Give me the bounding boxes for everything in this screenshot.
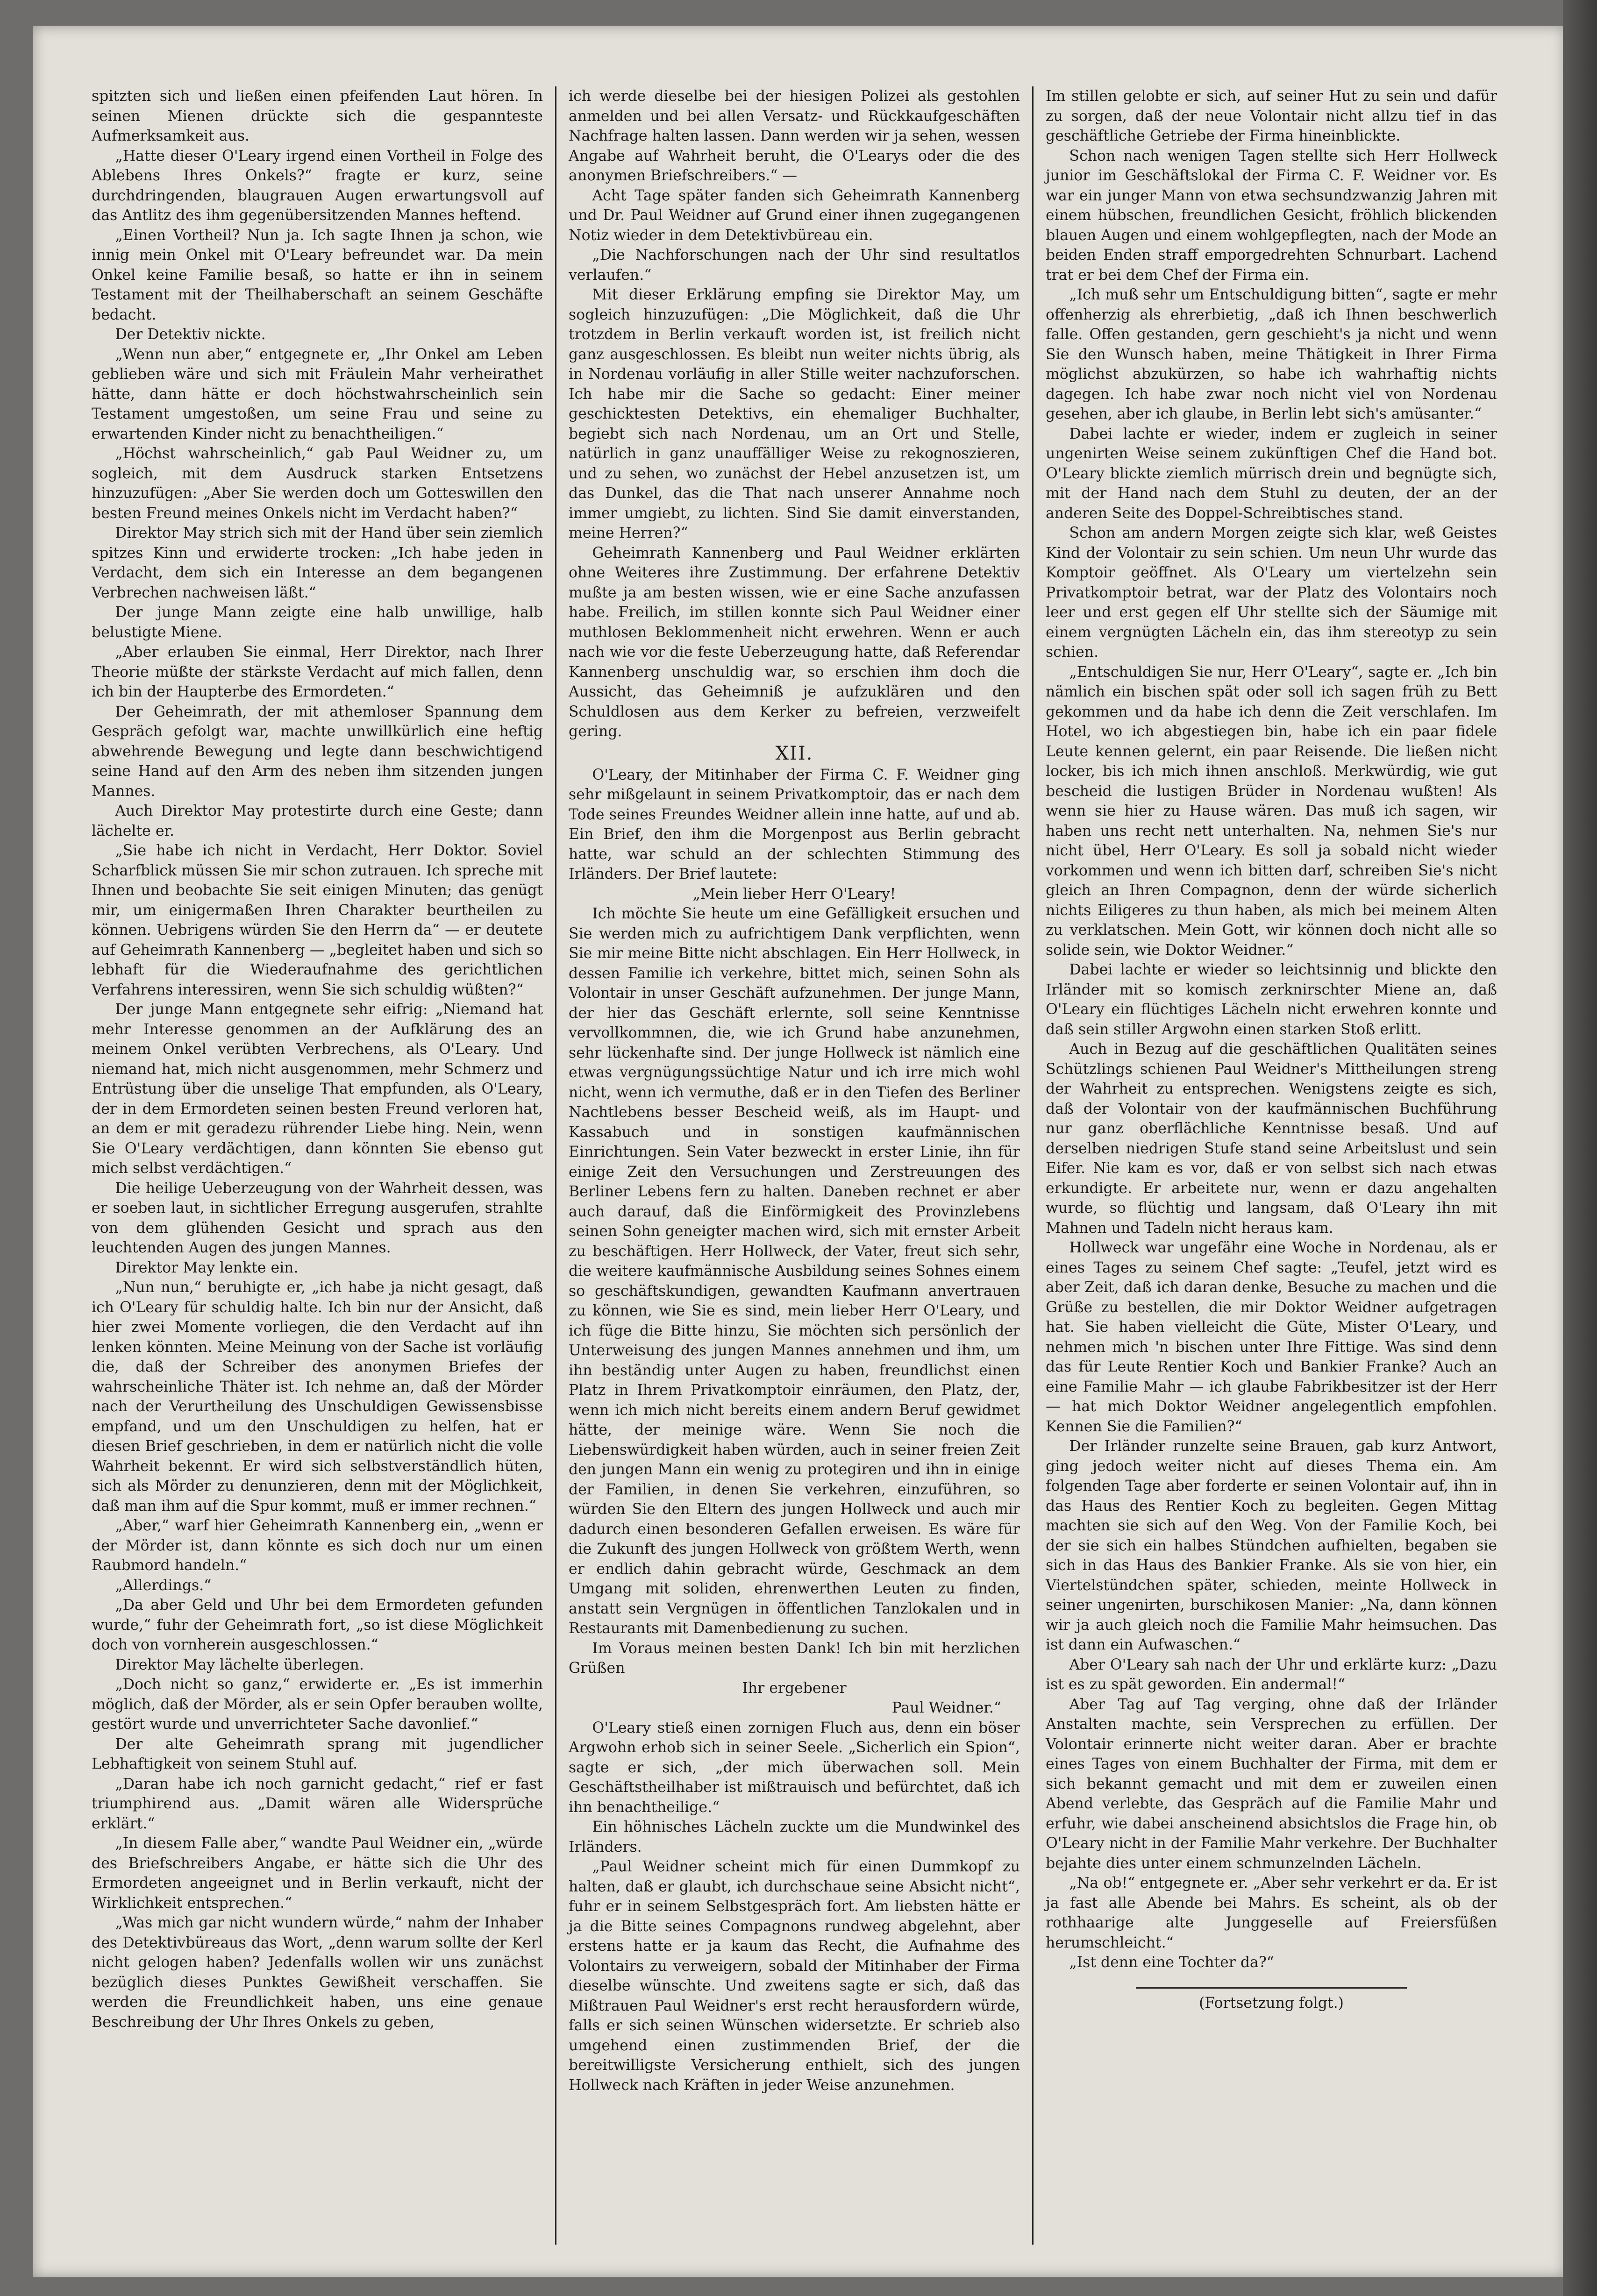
paragraph: Die heilige Ueberzeugung von der Wahrheit dessen, was er soeben laut, in sichtlicher Erregung ausgerufen, strahlte von dem glühenden Gesicht und sprach aus den leuchtenden Augen des jungen Mannes.: [92, 1180, 543, 1256]
binding-shadow: [1563, 0, 1597, 2296]
paragraph: Auch Direktor May protestirte durch eine Geste; dann lächelte er.: [92, 803, 543, 839]
paragraph: „Mein lieber Herr O'Leary!: [692, 885, 896, 903]
letter-signature: Paul Weidner.“: [891, 1699, 1001, 1716]
paragraph: „Ist denn eine Tochter da?“: [1069, 1954, 1274, 1971]
paragraph: Dabei lachte er wieder, indem er zugleich in seiner ungenirten Weise seinem zukünftigen Chef die Hand bot. O'Leary blickte ziemlich mürrisch drein und begnügte sich, mit der Hand nach dem Stuhl zu deuten, der an der anderen Seite des Doppel-Schreibtisches stand.: [1046, 425, 1497, 522]
paragraph: Im Voraus meinen besten Dank! Ich bin mit herzlichen Grüßen: [569, 1640, 1020, 1677]
paragraph: Der junge Mann zeigte eine halb unwillige, halb belustigte Miene.: [92, 604, 543, 641]
paragraph: „Ich muß sehr um Entschuldigung bitten“, sagte er mehr offenherzig als ehrerbietig, „daß ich Ihnen beschwerlich falle. Offen gestanden, gern geschieht's ja nicht und wenn Sie den Wunsch haben, meine Thätigkeit in Ihrer Firma möglichst abzukürzen, so habe ich wahrhaftig nichts dagegen. Ich habe zwar noch nicht viel von Nordenau gesehen, aber ich glaube, in Berlin lebt sich's amüsanter.“: [1046, 286, 1497, 422]
paragraph: „Na ob!“ entgegnete er. „Aber sehr verkehrt er da. Er ist ja fast alle Abende bei Mahrs. Es scheint, als ob der rothhaarige alte Junggeselle auf Freiersfüßen herumschleicht.“: [1046, 1875, 1497, 1951]
letter-closing: Ihr ergebener: [742, 1679, 847, 1697]
paragraph: „Sie habe ich nicht in Verdacht, Herr Doktor. Soviel Scharfblick müssen Sie mir schon zutrauen. Ich spreche mit Ihnen und beobachte Sie seit einigen Minuten; das genügt mir, um einigermaßen Ihren Charakter beurtheilen zu können. Uebrigens würden Sie den Herrn da“ — er deutete auf Geheimrath Kannenberg — „begleitet haben und sich so lebhaft für die Wiederaufnahme des gerichtlichen Verfahrens interessiren, wenn Sie sich schuldig wüßten?“: [92, 842, 543, 998]
paragraph: ich werde dieselbe bei der hiesigen Polizei als gestohlen anmelden und bei allen Versatz- und Rückkaufgeschäften Nachfrage halten lassen. Dann werden wir ja sehen, wessen Angabe auf Wahrheit beruht, die O'Learys oder die des anonymen Briefschreibers.“ —: [569, 88, 1020, 184]
column-3: [1034, 86, 1509, 2245]
paragraph: Im stillen gelobte er sich, auf seiner Hut zu sein und dafür zu sorgen, daß der neue Volontair nicht allzu tief in das geschäftliche Getriebe der Firma hineinblickte.: [1046, 88, 1497, 144]
paragraph: Ein höhnisches Lächeln zuckte um die Mundwinkel des Irländers.: [569, 1819, 1020, 1855]
paragraph: „Hatte dieser O'Leary irgend einen Vortheil in Folge des Ablebens Ihres Onkels?“ fragte er kurz, seine durchdringenden, blaugrauen Augen erwartungsvoll auf das Antlitz des ihm gegenübersitzenden Mannes heftend.: [92, 147, 543, 224]
paragraph: „Aber,“ warf hier Geheimrath Kannenberg ein, „wenn er der Mörder ist, dann könnte es sich doch nur um einen Raubmord handeln.“: [92, 1517, 543, 1574]
paragraph: Geheimrath Kannenberg und Paul Weidner erklärten ohne Weiteres ihre Zustimmung. Der erfahrene Detektiv mußte ja am besten wissen, wie er eine Sache anzufassen habe. Freilich, im stillen konnte sich Paul Weidner einer muthlosen Beklommenheit nicht erwehren. Wenn er auch nach wie vor die feste Ueberzeugung hatte, daß Referendar Kannenberg unschuldig war, so erschien ihm doch die Aussicht, das Geheimniß je aufzuklären und den Schuldlosen aus dem Kerker zu befreien, verzweifelt gering.: [569, 544, 1020, 740]
paragraph: Der Irländer runzelte seine Brauen, gab kurz Antwort, ging jedoch weiter nicht auf dieses Thema ein. Am folgenden Tage aber forderte er seinen Volontair auf, ihn in das Haus des Rentier Koch zu begleiten. Gegen Mittag machten sie sich auf den Weg. Von der Familie Koch, bei der sie sich ein halbes Stündchen aufhielten, begaben sie sich in das Haus des Bankier Franke. Als sie von hier, ein Viertelstündchen später, schieden, meinte Hollweck in seiner ungenirten, burschikosen Manier: „Na, dann können wir ja auch gleich noch die Familie Mahr heimsuchen. Das ist dann ein Aufwaschen.“: [1046, 1438, 1497, 1653]
paragraph: O'Leary, der Mitinhaber der Firma C. F. Weidner ging sehr mißgelaunt in seinem Privatkomptoir, das er nach dem Tode seines Freundes Weidner allein inne hatte, auf und ab. Ein Brief, den ihm die Morgenpost aus Berlin gebracht hatte, war schuld an der schlechten Stimmung des Irländers. Der Brief lautete:: [569, 766, 1020, 882]
paragraph: „Doch nicht so ganz,“ erwiderte er. „Es ist immerhin möglich, daß der Mörder, als er sein Opfer berauben wollte, gestört wurde und unverrichteter Sache davonlief.“: [92, 1676, 543, 1733]
paragraph: Auch in Bezug auf die geschäftlichen Qualitäten seines Schützlings schienen Paul Weidner's Mittheilungen streng der Wahrheit zu entsprechen. Wenigstens zeigte es sich, daß der Volontair von der kaufmännischen Buchführung nur ganz oberflächliche Kenntnisse besaß. Und auf derselben niedrigen Stufe stand seine Arbeitslust und sein Eifer. Nie kam es vor, daß er von selbst sich nach etwas erkundigte. Er arbeitete nur, wenn er dazu angehalten wurde, so flüchtig und langsam, daß O'Leary ihn mit Mahnen und Tadeln nicht heraus kam.: [1046, 1041, 1497, 1237]
paragraph: „Einen Vortheil? Nun ja. Ich sagte Ihnen ja schon, wie innig mein Onkel mit O'Leary befreundet war. Da mein Onkel keine Familie besaß, so hatte er ihn in seinem Testament mit der Theilhaberschaft an seinem Geschäfte bedacht.: [92, 227, 543, 323]
paragraph: Schon nach wenigen Tagen stellte sich Herr Hollweck junior im Geschäftslokal der Firma C. F. Weidner vor. Es war ein junger Mann von etwa sechsundzwanzig Jahren mit einem hübschen, freundlichen Gesicht, fröhlich blickenden blauen Augen und einem wohlgepflegten, nach der Mode an beiden Enden straff emporgedrehten Schnurbart. Lachend trat er bei dem Chef der Firma ein.: [1046, 147, 1497, 284]
paragraph: Mit dieser Erklärung empfing sie Direktor May, um sogleich hinzuzufügen: „Die Möglichkeit, daß die Uhr trotzdem in Berlin verkauft worden ist, ist freilich nicht ganz ausgeschlossen. Es bleibt nun weiter nichts übrig, als in Nordenau vorläufig in aller Stille weiter nachzuforschen. Ich habe mir die Sache so gedacht: Einer meiner geschicktesten Detektivs, ein ehemaliger Buchhalter, begiebt sich nach Nordenau, um an Ort und Stelle, natürlich in ganz unauffälliger Weise zu rekognoszieren, und zu sehen, wo zunächst der Hebel anzusetzen ist, um das Dunkel, das die That nach unserer Annahme noch immer umgiebt, zu lichten. Sind Sie damit einverstanden, meine Herren?“: [569, 286, 1020, 541]
chapter-heading: XII.: [775, 742, 813, 764]
paragraph: „Paul Weidner scheint mich für einen Dummkopf zu halten, daß er glaubt, ich durchschaue seine Absicht nicht“, fuhr er in seinem Selbstgespräch fort. Am liebsten hätte er ja die Bitte seines Compagnons rundweg abgelehnt, aber erstens hatte er ja kaum das Recht, die Aufnahme des Volontairs zu verweigern, sobald der Mitinhaber der Firma dieselbe wünschte. Und zweitens sagte er sich, daß das Mißtrauen Paul Weidner's erst recht herausfordern würde, falls er sich seinen Wünschen widersetzte. Er schrieb also umgehend einen zustimmenden Brief, der die bereitwilligste Versicherung enthielt, sich des jungen Hollweck nach Kräften in jeder Weise anzunehmen.: [569, 1858, 1020, 2094]
paragraph: Direktor May lächelte überlegen.: [115, 1656, 364, 1673]
paragraph: Der Geheimrath, der mit athemloser Spannung dem Gespräch gefolgt war, machte unwillkürlich eine heftig abwehrende Bewegung und legte dann beschwichtigend seine Hand auf den Arm des neben ihm sitzenden jungen Mannes.: [92, 703, 543, 800]
paragraph: Der alte Geheimrath sprang mit jugendlicher Lebhaftigkeit von seinem Stuhl auf.: [92, 1735, 543, 1772]
paragraph: „Die Nachforschungen nach der Uhr sind resultatlos verlaufen.“: [569, 247, 1020, 284]
end-rule: [1136, 1987, 1407, 1989]
column-2: [556, 86, 1032, 2245]
paragraph: Acht Tage später fanden sich Geheimrath Kannenberg und Dr. Paul Weidner auf Grund einer ihnen zugegangenen Notiz wieder in dem Detektivbüreau ein.: [569, 187, 1020, 244]
paragraph: Direktor May strich sich mit der Hand über sein ziemlich spitzes Kinn und erwiderte trocken: „Ich habe jeden in Verdacht, dem sich ein Interesse an dem begangenen Verbrechen nachweisen läßt.“: [92, 525, 543, 601]
paragraph: Schon am andern Morgen zeigte sich klar, weß Geistes Kind der Volontair zu sein schien. Um neun Uhr wurde das Komptoir geöffnet. Als O'Leary um viertelzehn sein Privatkomptoir betrat, war der Platz des Volontairs noch leer und erst gegen elf Uhr stellte sich der Säumige mit einem vergnügten Lächeln ein, das ihm stereotyp zu sein schien.: [1046, 525, 1497, 661]
paragraph: „Wenn nun aber,“ entgegnete er, „Ihr Onkel am Leben geblieben wäre und sich mit Fräulein Mahr verheirathet hätte, dann hätte er doch höchstwahrscheinlich sein Testament umgestoßen, um seine Frau und seine zu erwartenden Kinder nicht zu benachtheiligen.“: [92, 346, 543, 442]
paragraph: Aber O'Leary sah nach der Uhr und erklärte kurz: „Dazu ist es zu spät geworden. Ein andermal!“: [1046, 1656, 1497, 1693]
text-columns: [79, 86, 1509, 2245]
paragraph: Aber Tag auf Tag verging, ohne daß der Irländer Anstalten machte, sein Versprechen zu erfüllen. Der Volontair erinnerte nicht weiter daran. Aber er brachte eines Tages von einem Buchhalter der Firma, mit dem er sich bekannt gemacht und mit dem er zuweilen einen Abend verlebte, das Gespräch auf die Familie Mahr und erfuhr, wie dabei anscheinend absichtslos die Frage hin, ob O'Leary nicht in der Familie Mahr verkehre. Der Buchhalter bejahte dies unter einem schmunzelnden Lächeln.: [1046, 1696, 1497, 1872]
paragraph: „Aber erlauben Sie einmal, Herr Direktor, nach Ihrer Theorie müßte der stärkste Verdacht auf mich fallen, denn ich bin der Haupterbe des Ermordeten.“: [92, 644, 543, 700]
paragraph: spitzten sich und ließen einen pfeifenden Laut hören. In seinen Mienen drückte sich die gespannteste Aufmerksamkeit aus.: [92, 88, 543, 144]
paragraph: O'Leary stieß einen zornigen Fluch aus, denn ein böser Argwohn erhob sich in seiner Seele. „Sicherlich ein Spion“, sagte er sich, „der mich überwachen soll. Mein Geschäftstheilhaber ist mißtrauisch und befürchtet, daß ich ihn benachtheilige.“: [569, 1719, 1020, 1816]
paragraph: „In diesem Falle aber,“ wandte Paul Weidner ein, „würde des Briefschreibers Angabe, er hätte sich die Uhr des Ermordeten angeeignet und in Berlin verkauft, nicht der Wirklichkeit entsprechen.“: [92, 1835, 543, 1912]
paragraph: „Nun nun,“ beruhigte er, „ich habe ja nicht gesagt, daß ich O'Leary für schuldig halte. Ich bin nur der Ansicht, daß hier zwei Momente vorliegen, die den Verdacht auf ihn lenken könnten. Meine Meinung von der Sache ist vorläufig die, daß der Schreiber des anonymen Briefes der wahrscheinliche Thäter ist. Ich nehme an, daß der Mörder nach der Verurtheilung des Unschuldigen Gewissensbisse empfand, und um den Unschuldigen zu helfen, hat er diesen Brief geschrieben, in dem er natürlich nicht die volle Wahrheit bekennt. Er wird sich selbstverständlich hüten, sich als Mörder zu denunzieren, denn mit der Möglichkeit, daß man ihm auf die Spur kommt, muß er immer rechnen.“: [92, 1279, 543, 1514]
paragraph: Dabei lachte er wieder so leichtsinnig und blickte den Irländer mit so komisch zerknirschter Miene an, daß O'Leary ein flüchtiges Lächeln nicht erwehren konnte und daß sein stiller Argwohn einen starken Stoß erlitt.: [1046, 961, 1497, 1038]
paragraph: „Was mich gar nicht wundern würde,“ nahm der Inhaber des Detektivbüreaus das Wort, „denn warum sollte der Kerl nicht gelogen haben? Jedenfalls wollen wir uns zunächst bezüglich dieses Punktes Gewißheit verschaffen. Sie werden die Freundlichkeit haben, uns eine genaue Beschreibung der Uhr Ihres Onkels zu geben,: [92, 1914, 543, 2031]
paragraph: Der Detektiv nickte.: [115, 326, 266, 343]
paragraph: „Höchst wahrscheinlich,“ gab Paul Weidner zu, um sogleich, mit dem Ausdruck starken Entsetzens hinzuzufügen: „Aber Sie werden doch um Gotteswillen den besten Freund meines Onkels nicht im Verdacht haben?“: [92, 445, 543, 522]
paragraph: „Daran habe ich noch garnicht gedacht,“ rief er fast triumphirend aus. „Damit wären alle Widersprüche erklärt.“: [92, 1775, 543, 1832]
paragraph: „Da aber Geld und Uhr bei dem Ermordeten gefunden wurde,“ fuhr der Geheimrath fort, „so ist diese Möglichkeit doch von vornherein ausgeschlossen.“: [92, 1597, 543, 1653]
continued-note: (Fortsetzung folgt.): [1199, 1994, 1344, 2012]
paragraph: „Allerdings.“: [115, 1577, 212, 1594]
column-1: [79, 86, 555, 2245]
paragraph: Ich möchte Sie heute um eine Gefälligkeit ersuchen und Sie werden mich zu aufrichtigem Dank verpflichten, wenn Sie mir meine Bitte nicht abschlagen. Ein Herr Hollweck, in dessen Familie ich verkehre, bittet mich, seinen Sohn als Volontair in unser Geschäft aufzunehmen. Der junge Mann, der hier das Geschäft erlernte, soll seine Kenntnisse vervollkommnen, die, wie ich Grund habe anzunehmen, sehr lückenhafte sind. Der junge Hollweck ist nämlich eine etwas vergnügungssüchtige Natur und ich irre mich wohl nicht, wenn ich vermuthe, daß er in den Tiefen des Berliner Nachtlebens besser Bescheid weiß, als im Haupt- und Kassabuch und in sonstigen kaufmännischen Einrichtungen. Sein Vater bezweckt in erster Linie, ihn für einige Zeit den Versuchungen und Zerstreuungen des Berliner Lebens fern zu halten. Daneben rechnet er aber auch darauf, daß die Einförmigkeit des Provinzlebens seinen Sohn geneigter machen wird, sich mit ernster Arbeit zu beschäftigen. Herr Hollweck, der Vater, freut sich sehr, die weitere kaufmännische Ausbildung seines Sohnes einem so geschäftskundigen, gewandten Kaufmann anvertrauen zu können, wie Sie es sind, mein lieber Herr O'Leary, und ich füge die Bitte hinzu, Sie möchten sich persönlich der Unterweisung des jungen Mannes annehmen und ihm, um ihn beständig unter Augen zu haben, freundlichst einen Platz in Ihrem Privatkomptoir einräumen, den Platz, der, wenn ich mich nicht bereits einem andern Beruf gewidmet hätte, der meinige wäre. Wenn Sie noch die Liebenswürdigkeit haben würden, auch in seiner freien Zeit den jungen Mann ein wenig zu protegiren und ihn in einige der Familien, in denen Sie verkehren, einzuführen, so würden Sie den Eltern des jungen Hollweck und auch mir dadurch einen besonderen Gefallen erweisen. Es wäre für die Zukunft des jungen Hollweck von größtem Werth, wenn er endlich dahin gebracht würde, Geschmack an dem Umgang mit soliden, ehrenwerthen Leuten zu finden, anstatt sein Vergnügen in öffentlichen Tanzlokalen und in Restaurants mit Damenbedienung zu suchen.: [569, 905, 1020, 1637]
paragraph: „Entschuldigen Sie nur, Herr O'Leary“, sagte er. „Ich bin nämlich ein bischen spät oder soll ich sagen früh zu Bett gekommen und da habe ich denn die Zeit verschlafen. Im Hotel, wo ich abgestiegen bin, habe ich ein paar fidele Leute kennen gelernt, ein paar Reisende. Die ließen nicht locker, bis ich mich ihnen anschloß. Merkwürdig, wie gut bescheid die lustigen Brüder in Nordenau wußten! Als wenn sie hier zu Hause wären. Das muß ich sagen, wir haben uns recht nett unterhalten. Na, nehmen Sie's nur nicht übel, Herr O'Leary. Es soll ja sobald nicht wieder vorkommen und wenn ich bitten darf, schreiben Sie's nicht gleich an Ihren Compagnon, denn der würde sicherlich nichts Eiligeres zu thun haben, als mich bei meinem Alten zu verklatschen. Mein Gott, wir können doch nicht alle so solide sein, wie Doktor Weidner.“: [1046, 663, 1497, 959]
paragraph: Hollweck war ungefähr eine Woche in Nordenau, als er eines Tages zu seinem Chef sagte: „Teufel, jetzt wird es aber Zeit, daß ich daran denke, Besuche zu machen und die Grüße zu bestellen, die mir Doktor Weidner aufgetragen hat. Sie haben vielleicht die Güte, Mister O'Leary, und nehmen mich 'n bischen unter Ihre Fittige. Was sind denn das für Leute Rentier Koch und Bankier Franke? Auch an eine Familie Mahr — ich glaube Fabrikbesitzer ist der Herr — hat mich Doktor Weidner angelegentlich empfohlen. Kennen Sie die Familien?“: [1046, 1239, 1497, 1435]
paragraph: Direktor May lenkte ein.: [115, 1259, 299, 1276]
paragraph: Der junge Mann entgegnete sehr eifrig: „Niemand hat mehr Interesse genommen an der Aufklärung des an meinem Onkel verübten Verbrechens, als O'Leary. Und niemand hat, mich nicht ausgenommen, mehr Schmerz und Entrüstung über die unselige That empfunden, als O'Leary, der in dem Ermordeten seinen besten Freund verloren hat, an dem er mit geradezu rührender Liebe hing. Nein, wenn Sie O'Leary verdächtigen, dann könnten Sie ebenso gut mich selbst verdächtigen.“: [92, 1001, 543, 1177]
